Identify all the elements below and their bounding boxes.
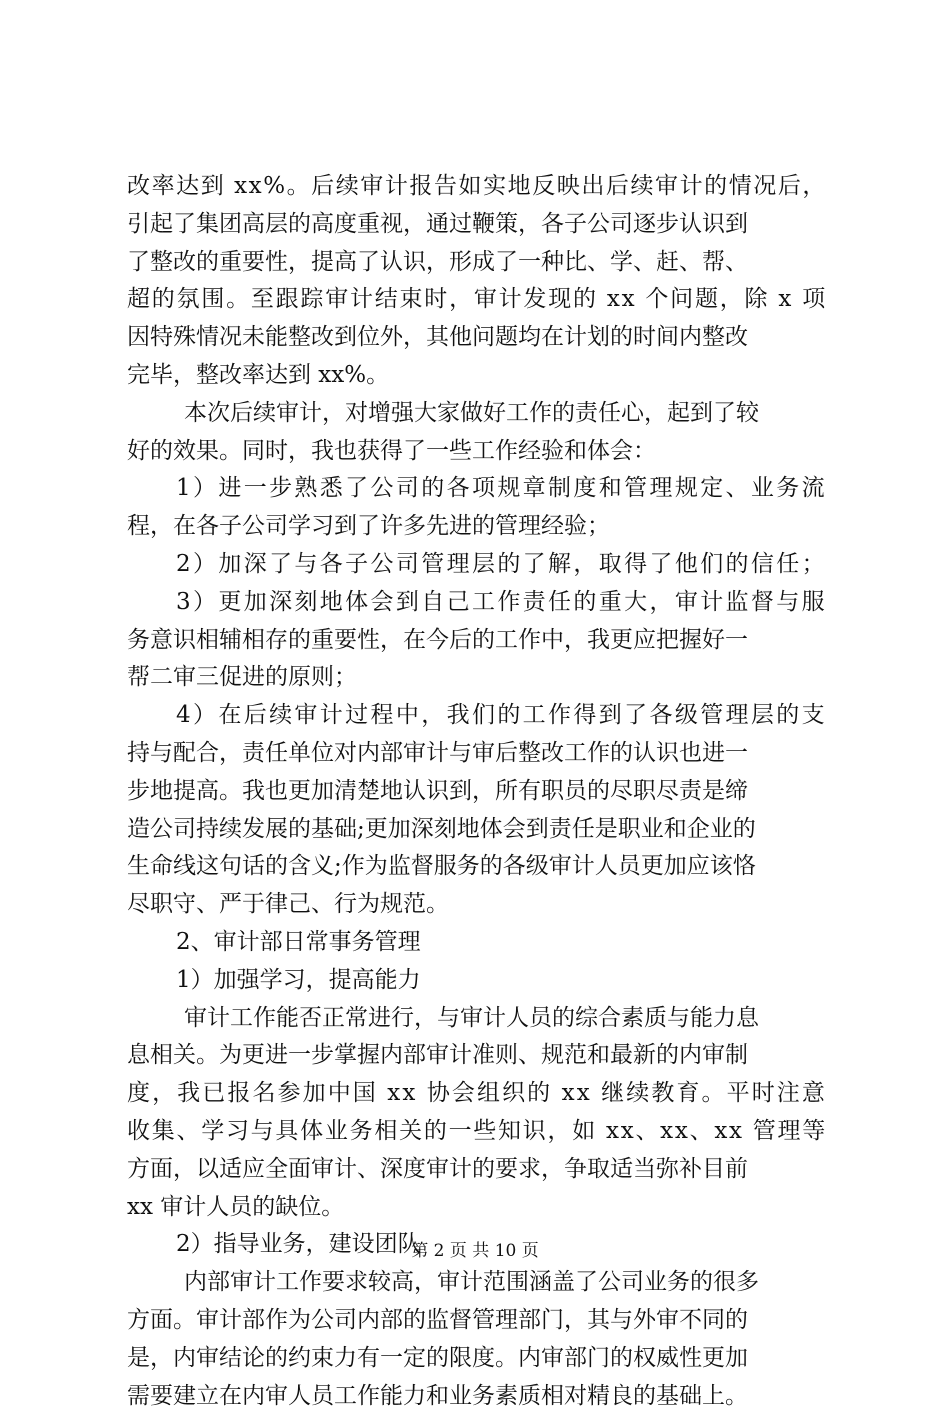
text-line: 方面。审计部作为公司内部的监督管理部门，其与外审不同的 xyxy=(127,1302,827,1340)
text-line: 3）更加深刻地体会到自己工作责任的重大，审计监督与服 xyxy=(127,584,827,622)
text-line: 内部审计工作要求较高，审计范围涵盖了公司业务的很多 xyxy=(127,1264,827,1302)
text-line: 4）在后续审计过程中，我们的工作得到了各级管理层的支 xyxy=(127,697,827,735)
text-line: 完毕，整改率达到 xx%。 xyxy=(127,357,827,395)
text-line: 度，我已报名参加中国 xx 协会组织的 xx 继续教育。平时注意 xyxy=(127,1075,827,1113)
document-body xyxy=(127,168,827,1415)
subsection-heading: 1）加强学习，提高能力 xyxy=(127,962,827,1000)
text-line: 引起了集团高层的高度重视，通过鞭策，各子公司逐步认识到 xyxy=(127,206,827,244)
text-line: 好的效果。同时，我也获得了一些工作经验和体会： xyxy=(127,433,827,471)
text-line: 需要建立在内审人员工作能力和业务素质相对精良的基础上。 xyxy=(127,1378,827,1415)
text-line: 因特殊情况未能整改到位外，其他问题均在计划的时间内整改 xyxy=(127,319,827,357)
text-line: 造公司持续发展的基础;更加深刻地体会到责任是职业和企业的 xyxy=(127,811,827,849)
text-line: 1）进一步熟悉了公司的各项规章制度和管理规定、业务流 xyxy=(127,470,827,508)
text-line: 帮二审三促进的原则； xyxy=(127,659,827,697)
page-number-footer: 第 2 页 共 10 页 xyxy=(0,1241,950,1261)
text-line: 尽职守、严于律己、行为规范。 xyxy=(127,886,827,924)
text-line: 是，内审结论的约束力有一定的限度。内审部门的权威性更加 xyxy=(127,1340,827,1378)
text-line: 程，在各子公司学习到了许多先进的管理经验； xyxy=(127,508,827,546)
text-line: 生命线这句话的含义;作为监督服务的各级审计人员更加应该恪 xyxy=(127,848,827,886)
text-line: 方面，以适应全面审计、深度审计的要求，争取适当弥补目前 xyxy=(127,1151,827,1189)
text-line: 本次后续审计，对增强大家做好工作的责任心，起到了较 xyxy=(127,395,827,433)
text-line: 持与配合，责任单位对内部审计与审后整改工作的认识也进一 xyxy=(127,735,827,773)
text-line: 超的氛围。至跟踪审计结束时，审计发现的 xx 个问题，除 x 项 xyxy=(127,281,827,319)
text-line: xx 审计人员的缺位。 xyxy=(127,1189,827,1227)
text-line: 2）加深了与各子公司管理层的了解，取得了他们的信任； xyxy=(127,546,827,584)
subsection-heading: 2）指导业务，建设团队 xyxy=(127,1226,827,1264)
text-line: 步地提高。我也更加清楚地认识到，所有职员的尽职尽责是缔 xyxy=(127,773,827,811)
text-line: 审计工作能否正常进行，与审计人员的综合素质与能力息 xyxy=(127,1000,827,1038)
text-line: 息相关。为更进一步掌握内部审计准则、规范和最新的内审制 xyxy=(127,1037,827,1075)
text-line: 收集、学习与具体业务相关的一些知识，如 xx、xx、xx 管理等 xyxy=(127,1113,827,1151)
text-line: 了整改的重要性，提高了认识，形成了一种比、学、赶、帮、 xyxy=(127,244,827,282)
section-heading: 2、审计部日常事务管理 xyxy=(127,924,827,962)
text-line: 务意识相辅相存的重要性，在今后的工作中，我更应把握好一 xyxy=(127,622,827,660)
text-line: 改率达到 xx%。后续审计报告如实地反映出后续审计的情况后， xyxy=(127,168,827,206)
